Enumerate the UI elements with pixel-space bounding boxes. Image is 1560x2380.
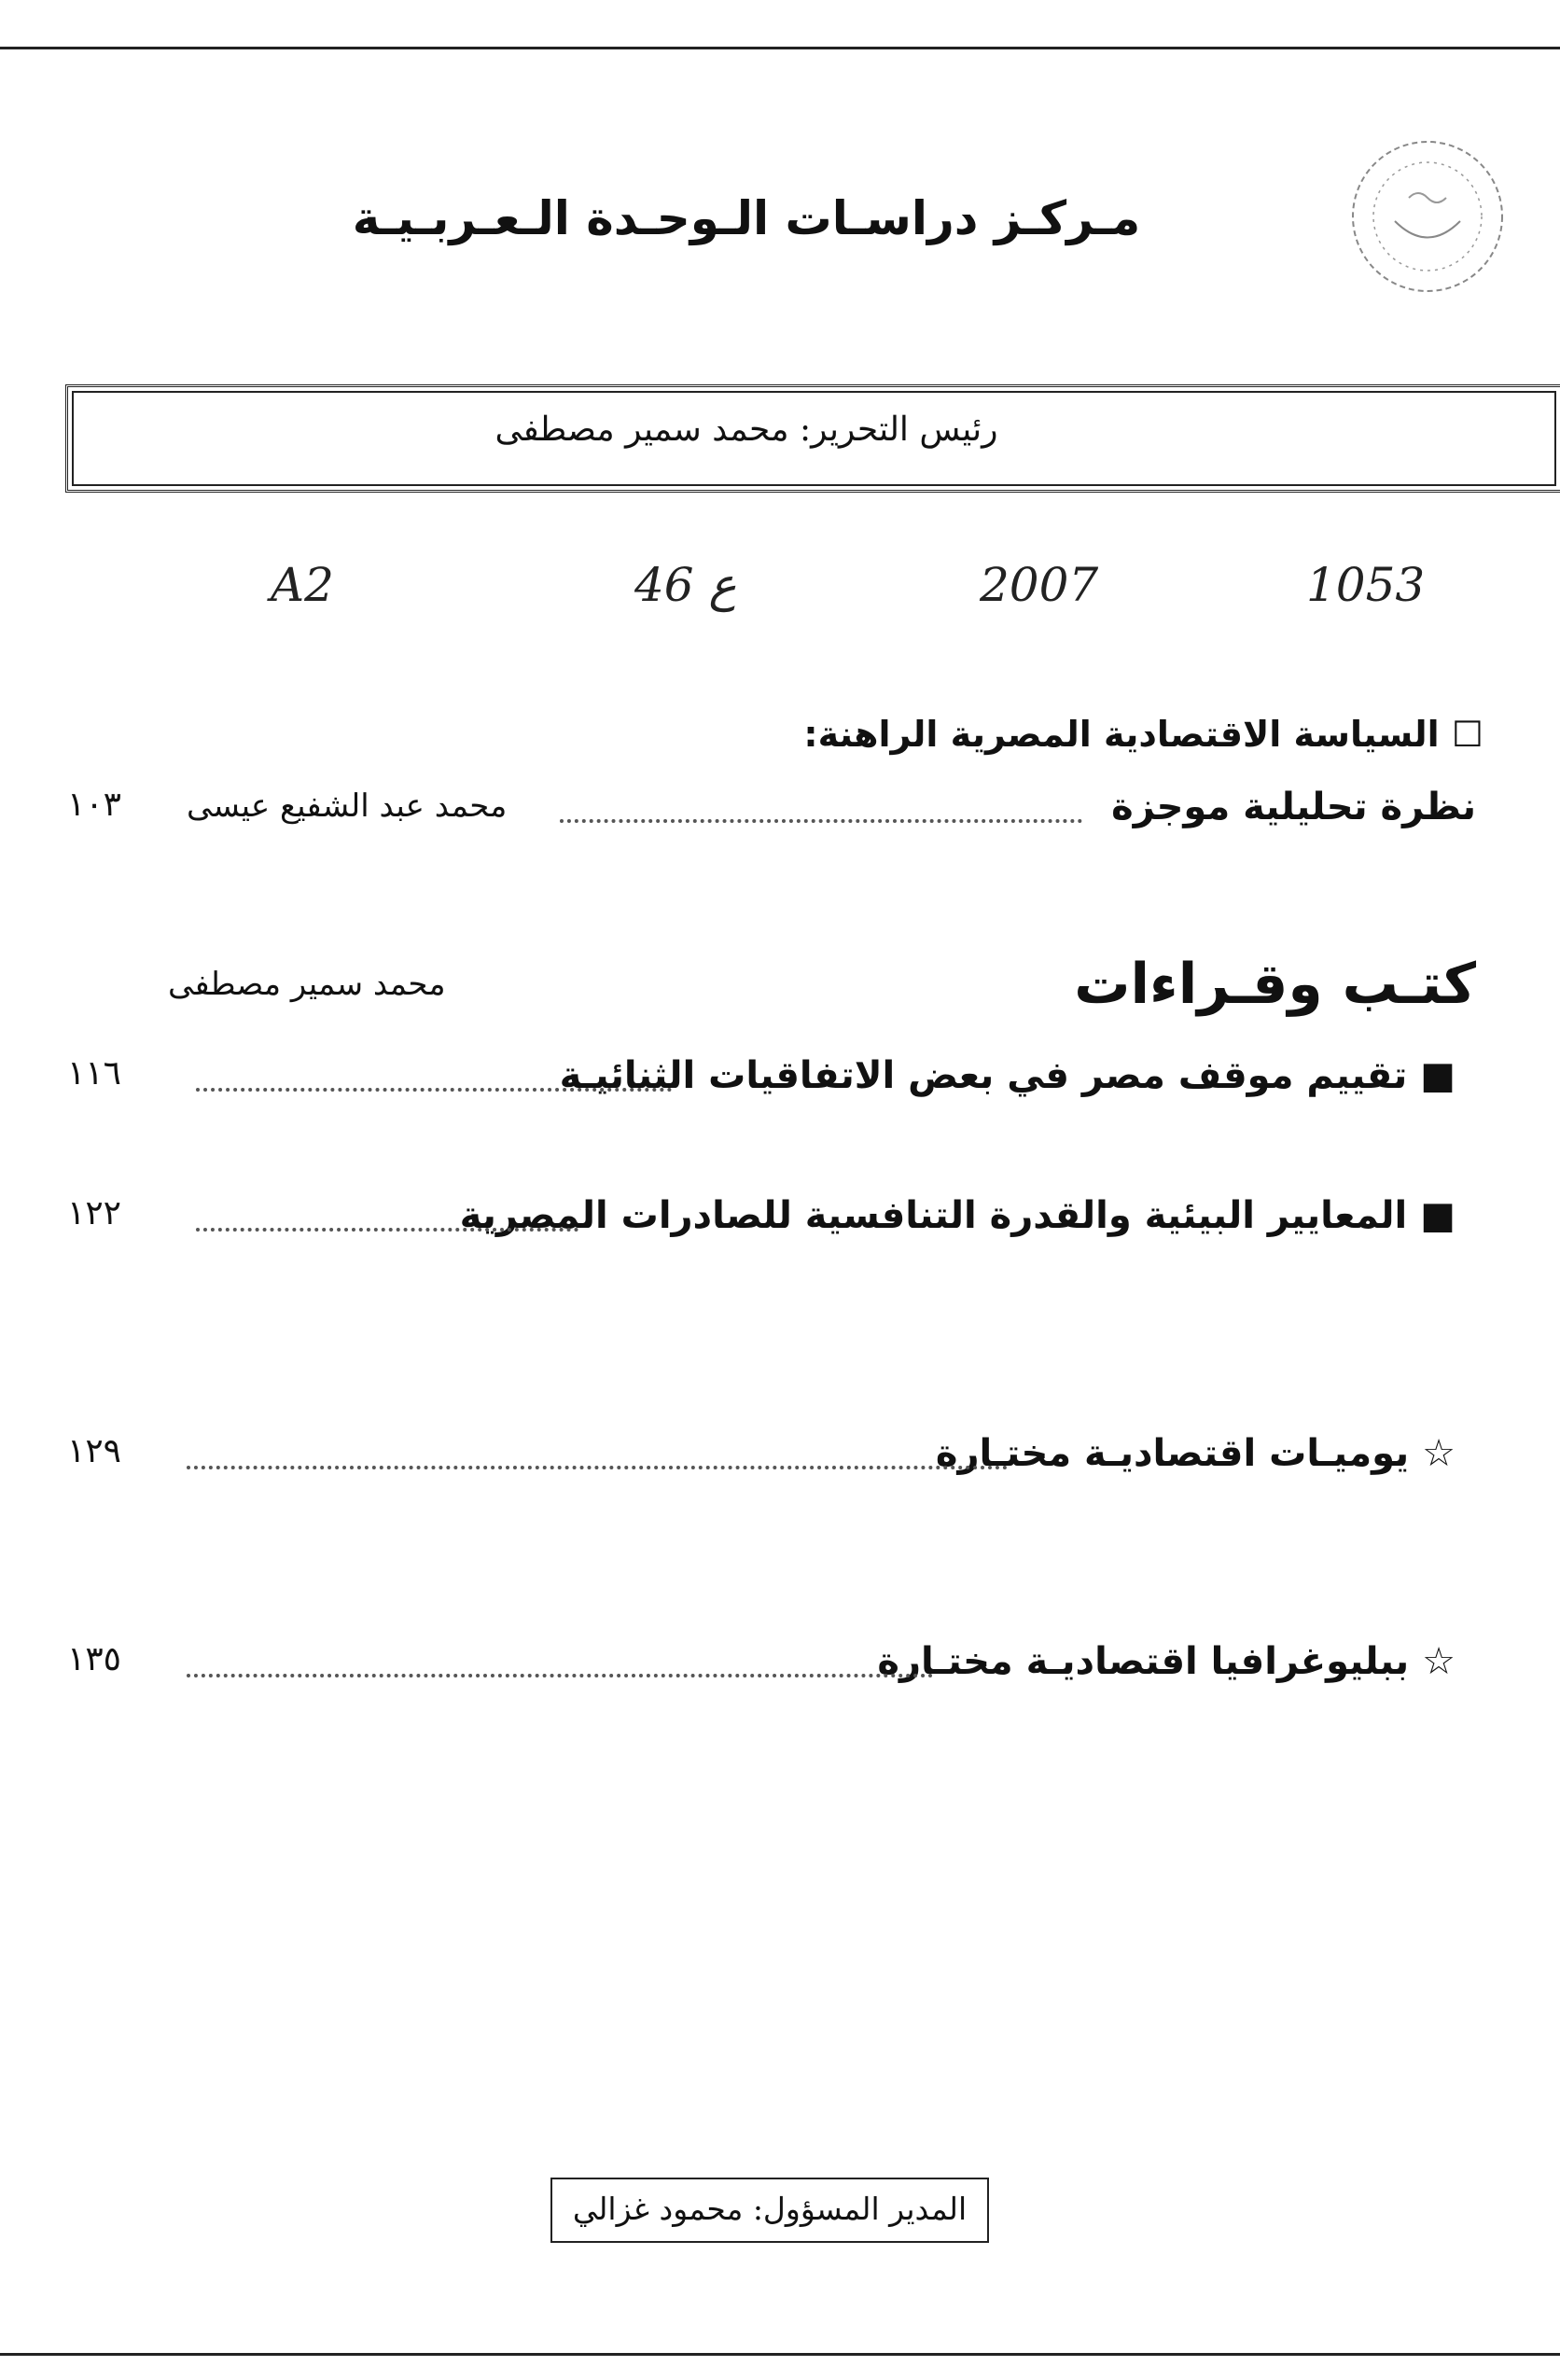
toc-entry-page: ١١٦ <box>67 1054 122 1093</box>
bottom-rule <box>0 2353 1560 2356</box>
toc-entry-page: ١٣٥ <box>67 1640 122 1678</box>
toc-entry-author: محمد عبد الشفيع عيسى <box>187 787 508 825</box>
toc-entry-policy <box>56 786 1476 851</box>
top-rule <box>0 47 1560 49</box>
toc-entry-page: ١٠٣ <box>67 786 122 824</box>
policy-heading-text: السياسة الاقتصادية المصرية الراهنة: <box>803 714 1440 755</box>
toc-leader-dots <box>187 1646 933 1677</box>
toc-entry-books-2 <box>56 1194 1456 1260</box>
square-bullet-icon: ■ <box>1420 1194 1456 1237</box>
toc-entry-title: ■ تقييم موقف مصر في بعض الاتفاقيات الثنائيـة <box>559 1054 1456 1097</box>
star-bullet-icon: ☆ <box>1422 1640 1456 1683</box>
handwritten-note-4: 1053 <box>1306 558 1426 612</box>
editor-in-chief: رئيس التحرير: محمد سمير مصطفى <box>494 411 998 449</box>
handwritten-note-2: 46 ع <box>634 558 737 612</box>
books-section-author: محمد سمير مصطفى <box>168 966 446 1003</box>
handwritten-note-1: A2 <box>271 558 334 612</box>
toc-entry-bibliography <box>56 1640 1456 1705</box>
toc-leader-dots <box>196 1200 578 1232</box>
stamp-seal <box>1344 132 1511 300</box>
toc-entry-title: ☆ يوميـات اقتصاديـة مختـارة <box>935 1432 1456 1475</box>
toc-entry-page: ١٢٢ <box>67 1194 122 1232</box>
toc-entry-title: نظرة تحليلية موجزة <box>1111 786 1476 828</box>
star-bullet-icon: ☆ <box>1422 1432 1456 1475</box>
managing-director: المدير المسؤول: محمود غزالي <box>550 2178 989 2243</box>
toc-entry-diaries <box>56 1432 1456 1497</box>
toc-entry-page: ١٢٩ <box>67 1432 122 1470</box>
toc-entry-title: ■ المعايير البيئية والقدرة التنافسية للصادرات المصرية <box>459 1194 1456 1237</box>
toc-leader-dots <box>196 1060 672 1092</box>
square-bullet-icon: ■ <box>1420 1054 1456 1097</box>
page-title: مـركـز دراسـات الـوحـدة الـعـربـيـة <box>352 191 1141 245</box>
toc-leader-dots <box>560 791 1082 823</box>
toc-entry-title: ☆ ببليوغرافيا اقتصاديـة مختـارة <box>877 1640 1456 1683</box>
checkbox-icon: ☐ <box>1451 714 1483 755</box>
handwritten-note-3: 2007 <box>980 558 1099 612</box>
toc-leader-dots <box>187 1438 1008 1469</box>
policy-section-heading <box>793 714 1483 755</box>
toc-entry-books-1 <box>56 1054 1456 1120</box>
books-section-heading: كتـب وقـراءات <box>1074 952 1476 1017</box>
